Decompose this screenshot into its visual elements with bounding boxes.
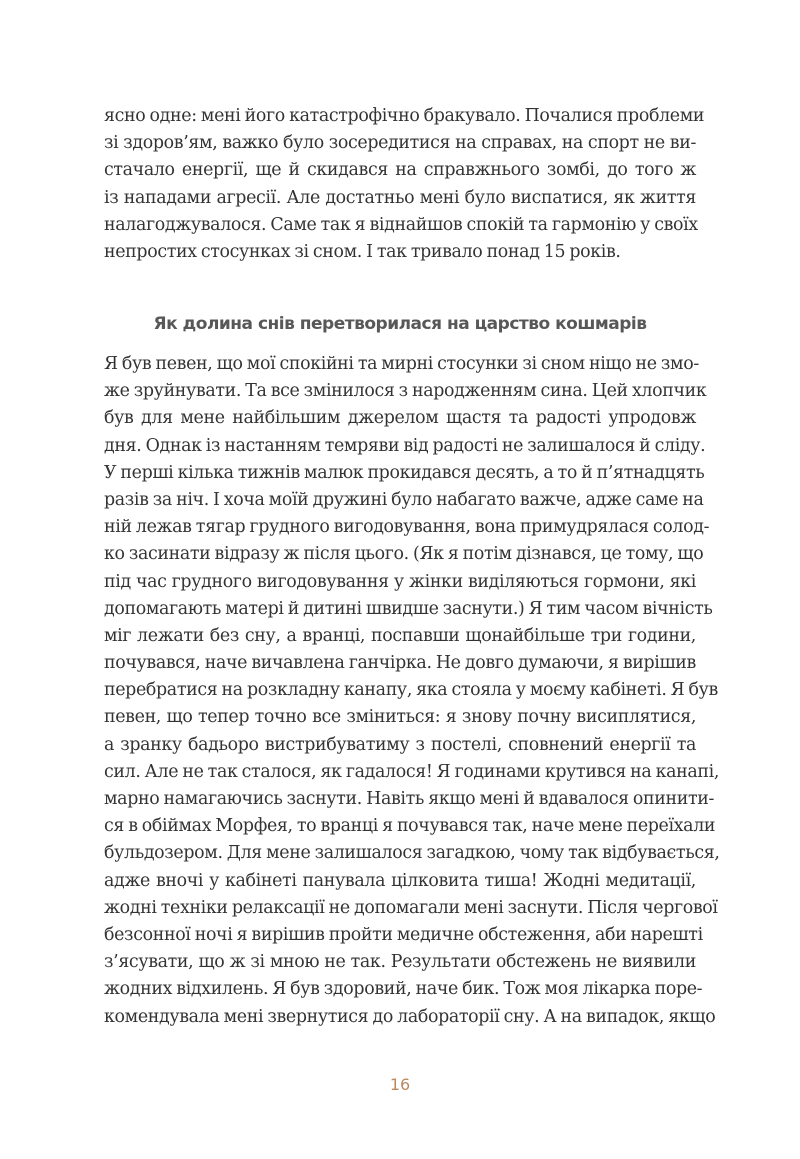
- text-line: налагоджувалося. Саме так я віднайшов спокій та гармонію у своїх: [104, 214, 698, 235]
- page-number: 16: [389, 1075, 411, 1094]
- text-line: адже вночі у кабінеті панувала цілковита тиша! Жодні медитації,: [104, 870, 696, 891]
- text-line: ясно одне: мені його катастрофічно бракувало. Почалися проблеми: [104, 106, 705, 126]
- text-line: перебратися на розкладну канапу, яка стояла у моєму кабінеті. Я був: [104, 680, 718, 701]
- text-line: ній лежав тягар грудного вигодовування, вона примудрялася солод-: [104, 517, 710, 538]
- text-line: комендувала мені звернутися до лабораторії сну. А на випадок, якщо: [104, 1006, 716, 1027]
- text-line: міг лежати без сну, а вранці, поспавши щонайбільше три години,: [104, 625, 696, 646]
- text-line: дня. Однак із настанням темряви від радості не залишалося й сліду.: [104, 435, 706, 456]
- text-line: марно намагаючись заснути. Навіть якщо мені й вдавалося опинити-: [104, 789, 715, 809]
- paragraph-intro: [104, 103, 705, 266]
- text-line: жодних відхилень. Я був здоровий, наче бик. Тож моя лікарка поре-: [104, 979, 703, 1000]
- text-line: а зранку бадьоро вистрибуватиму з постелі, сповнений енергії та: [104, 734, 696, 755]
- text-line: же зруйнувати. Та все змінилося з народженням сина. Цей хлопчик: [104, 381, 707, 402]
- text-line: ся в обіймах Морфея, то вранці я почувався так, наче мене переїхали: [104, 816, 716, 837]
- text-line: стачало енергії, ще й скидався на справжнього зомбі, до того ж: [104, 160, 696, 181]
- text-line: непростих стосунках зі сном. І так тривало понад 15 років.: [104, 241, 621, 262]
- text-line: жодні техніки релаксації не допомагали мені заснути. Після чергової: [104, 897, 718, 918]
- text-line: безсонної ночі я вирішив пройти медичне обстеження, аби нарешті: [104, 924, 703, 945]
- text-line: почувався, наче вичавлена ганчірка. Не довго думаючи, я вирішив: [104, 653, 696, 674]
- text-line: ко засинати відразу ж після цього. (Як я потім дізнався, це тому, що: [104, 544, 704, 565]
- text-line: сил. Але не так сталося, як гадалося! Я годинами крутився на канапі,: [104, 761, 720, 782]
- text-line: зі здоров’ям, важко було зосередитися на справах, на спорт не ви-: [104, 133, 696, 154]
- text-line: певен, що тепер точно все зміниться: я знову почну висиплятися,: [104, 707, 696, 728]
- text-line: з’ясувати, що ж зі мною не так. Результати обстежень не виявили: [104, 952, 696, 973]
- text-line: разів за ніч. І хоча моїй дружині було набагато важче, адже саме на: [104, 489, 704, 510]
- text-line: із нападами агресії. Але достатньо мені було виспатися, як життя: [104, 187, 696, 208]
- text-line: був для мене найбільшим джерелом щастя та радості упродовж: [104, 408, 696, 429]
- text-line: Я був певен, що мої спокійні та мирні стосунки зі сном ніщо не змо-: [104, 354, 699, 374]
- paragraph-main: [104, 351, 720, 1031]
- text-line: під час грудного вигодовування у жінки виділяються гормони, які: [104, 571, 696, 592]
- text-line: бульдозером. Для мене залишалося загадкою, чому так відбувається,: [104, 843, 720, 864]
- text-line: допомагають матері й дитині швидше заснути.) Я тим часом вічність: [104, 598, 713, 619]
- text-line: У перші кілька тижнів малюк прокидався десять, а то й п’ятнадцять: [104, 462, 705, 483]
- section-heading: Як долина снів перетворилася на царство кошмарів: [153, 314, 647, 334]
